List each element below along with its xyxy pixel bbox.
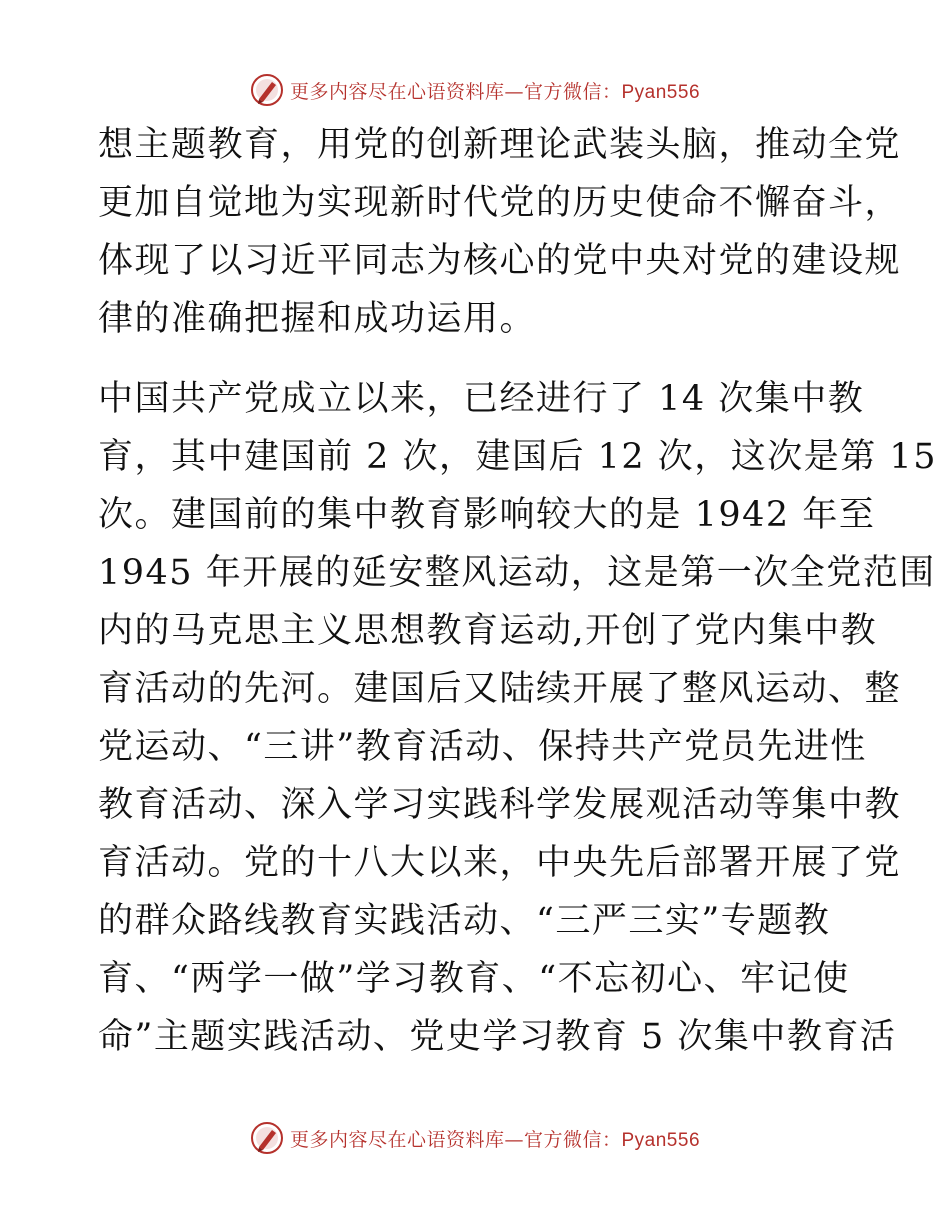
paragraph-1 [98, 116, 902, 348]
text-line: 律的准确把握和成功运用。 [98, 299, 537, 339]
header-banner-cn: 更多内容尽在心语资料库—官方微信： [289, 80, 622, 103]
footer-banner [0, 1118, 950, 1158]
text-line: 育活动。党的十八大以来，中央先后部署开展了党 [98, 843, 902, 883]
text-line: 育活动的先河。建国后又陆续开展了整风运动、整 [98, 669, 902, 709]
text-line: 的群众路线教育实践活动、“三严三实”专题教 [98, 901, 831, 941]
text-line: 命”主题实践活动、党史学习教育 5 次集中教育活 [98, 1017, 897, 1057]
header-wechat-id: Pyan556 [621, 81, 701, 103]
text-line: 1945 年开展的延安整风运动，这是第一次全党范围 [98, 553, 936, 593]
document-body [98, 116, 937, 1066]
text-line: 体现了以习近平同志为核心的党中央对党的建设规 [98, 241, 902, 281]
footer-banner-text [290, 1125, 700, 1152]
text-line: 更加自觉地为实现新时代党的历史使命不懈奋斗， [98, 183, 902, 223]
pen-logo-icon [250, 73, 284, 107]
text-line: 育，其中建国前 2 次，建国后 12 次，这次是第 15 [98, 437, 937, 477]
pen-logo-icon [250, 1121, 284, 1155]
text-line: 想主题教育，用党的创新理论武装头脑，推动全党 [98, 125, 902, 165]
header-banner-text [290, 77, 700, 104]
text-line: 次。建国前的集中教育影响较大的是 1942 年至 [98, 495, 876, 535]
text-line: 中国共产党成立以来，已经进行了 14 次集中教 [98, 379, 865, 419]
text-line: 教育活动、深入学习实践科学发展观活动等集中教 [98, 785, 902, 825]
header-banner [0, 70, 950, 110]
paragraph-2 [98, 370, 937, 1066]
footer-wechat-id: Pyan556 [621, 1129, 701, 1151]
text-line: 育、“两学一做”学习教育、“不忘初心、牢记使 [98, 959, 850, 999]
footer-banner-cn: 更多内容尽在心语资料库—官方微信： [289, 1128, 622, 1151]
text-line: 党运动、“三讲”教育活动、保持共产党员先进性 [98, 727, 867, 767]
text-line: 内的马克思主义思想教育运动,开创了党内集中教 [98, 611, 878, 651]
